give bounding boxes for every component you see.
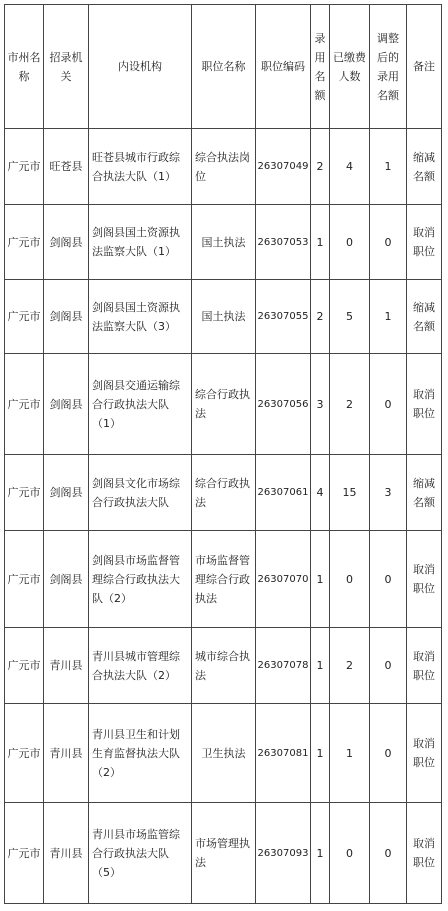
table-row bbox=[5, 129, 442, 205]
cell-remark: 取消职位 bbox=[407, 704, 442, 803]
cell-remark: 取消职位 bbox=[407, 531, 442, 628]
cell-remark: 取消职位 bbox=[407, 205, 442, 280]
cell-department: 旺苍县城市行政综合执法大队（1） bbox=[89, 129, 192, 205]
cell-department: 剑阁县国土资源执法监察大队（1） bbox=[89, 205, 192, 280]
header-adjusted: 调整后的录用名额 bbox=[370, 5, 407, 129]
table-row bbox=[5, 455, 442, 531]
cell-agency: 剑阁县 bbox=[44, 455, 89, 531]
cell-adjusted: 0 bbox=[370, 803, 407, 904]
cell-quota: 3 bbox=[311, 354, 330, 455]
cell-remark: 缩减名额 bbox=[407, 455, 442, 531]
cell-code: 26307093 bbox=[256, 803, 311, 904]
cell-position: 市场管理执法 bbox=[192, 803, 256, 904]
cell-city: 广元市 bbox=[5, 704, 44, 803]
cell-adjusted: 0 bbox=[370, 628, 407, 704]
table-row bbox=[5, 354, 442, 455]
cell-code: 26307056 bbox=[256, 354, 311, 455]
header-city: 市州名称 bbox=[5, 5, 44, 129]
header-quota: 录用名额 bbox=[311, 5, 330, 129]
header-paid: 已缴费人数 bbox=[330, 5, 370, 129]
cell-paid: 0 bbox=[330, 531, 370, 628]
cell-paid: 0 bbox=[330, 803, 370, 904]
cell-adjusted: 1 bbox=[370, 129, 407, 205]
cell-code: 26307055 bbox=[256, 280, 311, 354]
cell-city: 广元市 bbox=[5, 129, 44, 205]
cell-paid: 4 bbox=[330, 129, 370, 205]
table-row bbox=[5, 205, 442, 280]
table-row bbox=[5, 704, 442, 803]
cell-paid: 2 bbox=[330, 354, 370, 455]
table-row bbox=[5, 531, 442, 628]
cell-adjusted: 0 bbox=[370, 531, 407, 628]
cell-city: 广元市 bbox=[5, 455, 44, 531]
cell-agency: 旺苍县 bbox=[44, 129, 89, 205]
cell-department: 剑阁县交通运输综合行政执法大队（1） bbox=[89, 354, 192, 455]
cell-city: 广元市 bbox=[5, 354, 44, 455]
cell-quota: 2 bbox=[311, 129, 330, 205]
cell-paid: 1 bbox=[330, 704, 370, 803]
cell-quota: 1 bbox=[311, 803, 330, 904]
header-department: 内设机构 bbox=[89, 5, 192, 129]
header-row bbox=[5, 5, 442, 129]
header-code: 职位编码 bbox=[256, 5, 311, 129]
cell-quota: 1 bbox=[311, 628, 330, 704]
cell-position: 国土执法 bbox=[192, 205, 256, 280]
cell-remark: 缩减名额 bbox=[407, 129, 442, 205]
cell-position: 卫生执法 bbox=[192, 704, 256, 803]
cell-agency: 剑阁县 bbox=[44, 205, 89, 280]
cell-agency: 青川县 bbox=[44, 803, 89, 904]
cell-adjusted: 0 bbox=[370, 704, 407, 803]
cell-quota: 1 bbox=[311, 205, 330, 280]
cell-remark: 缩减名额 bbox=[407, 280, 442, 354]
cell-code: 26307070 bbox=[256, 531, 311, 628]
table-row bbox=[5, 803, 442, 904]
cell-position: 综合执法岗位 bbox=[192, 129, 256, 205]
cell-quota: 1 bbox=[311, 531, 330, 628]
cell-code: 26307078 bbox=[256, 628, 311, 704]
cell-department: 剑阁县市场监督管理综合行政执法大队（2） bbox=[89, 531, 192, 628]
cell-agency: 剑阁县 bbox=[44, 354, 89, 455]
cell-city: 广元市 bbox=[5, 803, 44, 904]
cell-agency: 青川县 bbox=[44, 628, 89, 704]
cell-code: 26307053 bbox=[256, 205, 311, 280]
cell-adjusted: 1 bbox=[370, 280, 407, 354]
cell-paid: 0 bbox=[330, 205, 370, 280]
table-row bbox=[5, 628, 442, 704]
cell-adjusted: 0 bbox=[370, 354, 407, 455]
cell-agency: 青川县 bbox=[44, 704, 89, 803]
cell-quota: 4 bbox=[311, 455, 330, 531]
header-position: 职位名称 bbox=[192, 5, 256, 129]
cell-adjusted: 3 bbox=[370, 455, 407, 531]
cell-city: 广元市 bbox=[5, 205, 44, 280]
header-remark: 备注 bbox=[407, 5, 442, 129]
cell-department: 青川县市场监管综合行政执法大队（5） bbox=[89, 803, 192, 904]
cell-department: 剑阁县国土资源执法监察大队（3） bbox=[89, 280, 192, 354]
cell-paid: 15 bbox=[330, 455, 370, 531]
cell-position: 国土执法 bbox=[192, 280, 256, 354]
cell-code: 26307081 bbox=[256, 704, 311, 803]
cell-department: 青川县卫生和计划生育监督执法大队（2） bbox=[89, 704, 192, 803]
cell-remark: 取消职位 bbox=[407, 354, 442, 455]
cell-adjusted: 0 bbox=[370, 205, 407, 280]
cell-remark: 取消职位 bbox=[407, 628, 442, 704]
cell-paid: 5 bbox=[330, 280, 370, 354]
cell-agency: 剑阁县 bbox=[44, 280, 89, 354]
cell-position: 城市综合执法 bbox=[192, 628, 256, 704]
cell-city: 广元市 bbox=[5, 628, 44, 704]
cell-position: 综合行政执法 bbox=[192, 354, 256, 455]
cell-department: 剑阁县文化市场综合行政执法大队 bbox=[89, 455, 192, 531]
cell-paid: 2 bbox=[330, 628, 370, 704]
table-row bbox=[5, 280, 442, 354]
cell-remark: 取消职位 bbox=[407, 803, 442, 904]
cell-city: 广元市 bbox=[5, 280, 44, 354]
cell-code: 26307061 bbox=[256, 455, 311, 531]
cell-code: 26307049 bbox=[256, 129, 311, 205]
cell-quota: 1 bbox=[311, 704, 330, 803]
cell-position: 综合行政执法 bbox=[192, 455, 256, 531]
recruitment-table bbox=[4, 4, 442, 904]
cell-city: 广元市 bbox=[5, 531, 44, 628]
cell-agency: 剑阁县 bbox=[44, 531, 89, 628]
cell-position: 市场监督管理综合行政执法 bbox=[192, 531, 256, 628]
header-agency: 招录机关 bbox=[44, 5, 89, 129]
cell-quota: 2 bbox=[311, 280, 330, 354]
cell-department: 青川县城市管理综合执法大队（2） bbox=[89, 628, 192, 704]
